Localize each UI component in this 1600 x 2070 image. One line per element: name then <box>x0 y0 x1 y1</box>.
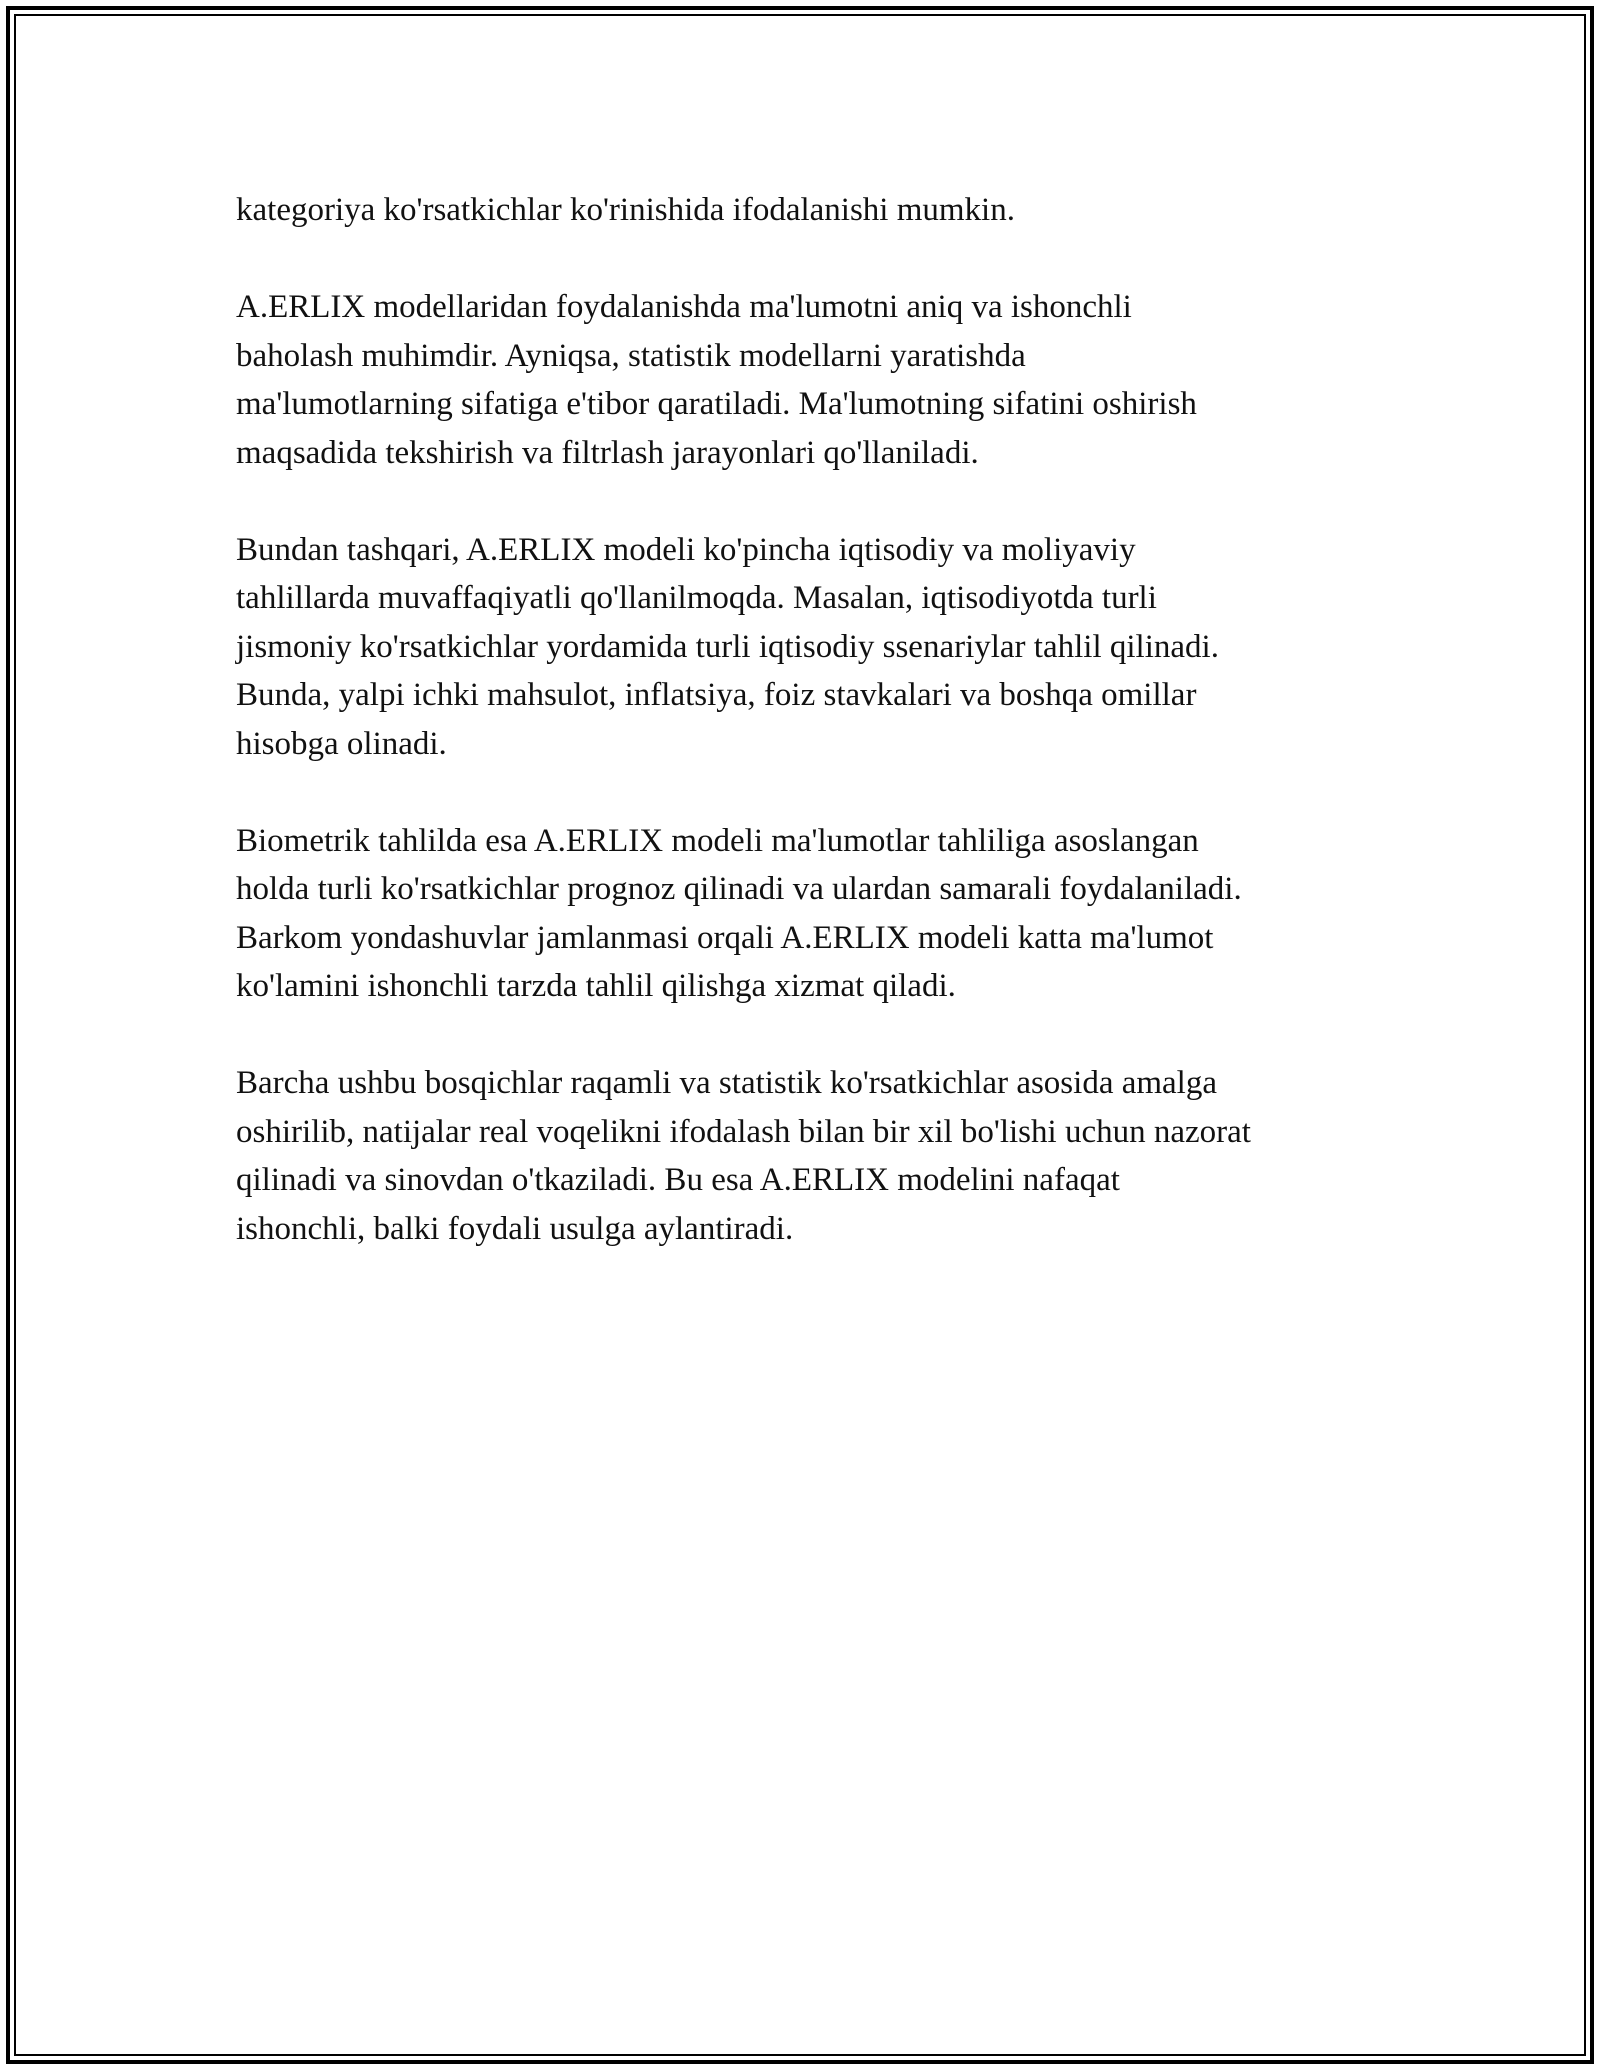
document-body <box>236 186 1416 1302</box>
paragraph-3 <box>236 526 1416 769</box>
text-line: Barkom yondashuvlar jamlanmasi orqali A.ERLIX modeli katta ma'lumot <box>236 919 1214 956</box>
paragraph-4 <box>236 817 1416 1011</box>
text-line: ishonchli, balki foydali usulga aylantiradi. <box>236 1210 794 1247</box>
text-line: maqsadida tekshirish va filtrlash jarayonlari qo'llaniladi. <box>236 434 979 471</box>
text-line: kategoriya ko'rsatkichlar ko'rinishida ifodalanishi mumkin. <box>236 192 1015 228</box>
text-line: ko'lamini ishonchli tarzda tahlil qilishga xizmat qiladi. <box>236 968 956 1004</box>
text-line: Barcha ushbu bosqichlar raqamli va statistik ko'rsatkichlar asosida amalga <box>236 1065 1217 1101</box>
text-line: ma'lumotlarning sifatiga e'tibor qaratiladi. Ma'lumotning sifatini oshirish <box>236 386 1197 422</box>
text-line: Biometrik tahlilda esa A.ERLIX modeli ma'lumotlar tahliliga asoslangan <box>236 822 1199 859</box>
text-line: holda turli ko'rsatkichlar prognoz qilinadi va ulardan samarali foydalaniladi. <box>236 871 1242 907</box>
paragraph-1 <box>236 186 1416 235</box>
text-line: jismoniy ko'rsatkichlar yordamida turli iqtisodiy ssenariylar tahlil qilinadi. <box>236 628 1219 665</box>
text-line: A.ERLIX modellaridan foydalanishda ma'lumotni aniq va ishonchli <box>236 289 1132 325</box>
text-line: Bundan tashqari, A.ERLIX modeli ko'pincha iqtisodiy va moliyaviy <box>236 531 1136 568</box>
text-line: hisobga olinadi. <box>236 725 447 762</box>
paragraph-5 <box>236 1059 1416 1253</box>
text-line: tahlillarda muvaffaqiyatli qo'llanilmoqda. Masalan, iqtisodiyotda turli <box>236 580 1157 616</box>
text-line: Bunda, yalpi ichki mahsulot, inflatsiya, foiz stavkalari va boshqa omillar <box>236 677 1197 713</box>
text-line: oshirilib, natijalar real voqelikni ifodalash bilan bir xil bo'lishi uchun nazorat <box>236 1113 1251 1150</box>
text-line: baholash muhimdir. Ayniqsa, statistik modellarni yaratishda <box>236 337 1026 374</box>
text-line: qilinadi va sinovdan o'tkaziladi. Bu esa A.ERLIX modelini nafaqat <box>236 1162 1120 1198</box>
paragraph-2 <box>236 283 1416 477</box>
